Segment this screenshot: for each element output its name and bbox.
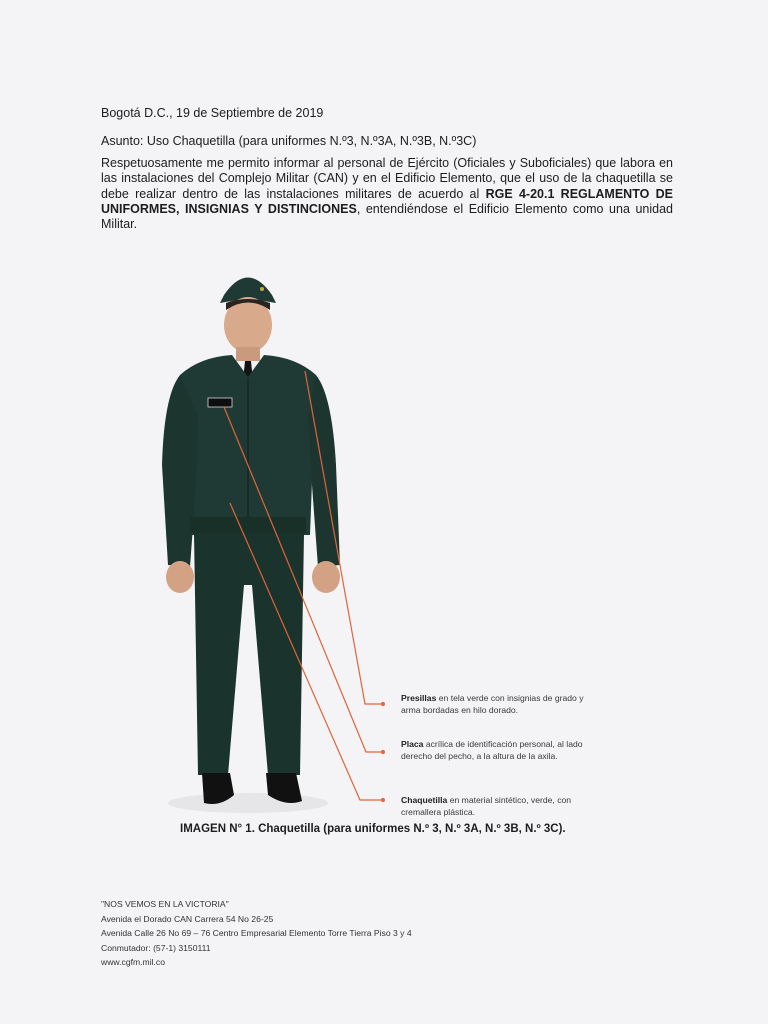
uniformed-soldier-photo: [140, 255, 400, 820]
footer: [101, 897, 412, 970]
letter-body-part1: Respetuosamente me permito informar al personal de Ejército (Oficiales y Suboficiales) que labora en las instalaciones del Complejo Militar (CAN) y en el Edificio Elemento, que el uso de la chaquetilla se debe realizar dentro de las instalaciones militares de acuerdo al: [101, 156, 673, 201]
callout-presillas-text: en tela verde con insignias de grado y arma bordadas en hilo dorado.: [401, 693, 584, 715]
letter-body-part2: , entendiéndose el Edificio Elemento como una unidad Militar.: [101, 201, 674, 232]
footer-motto: "NOS VEMOS EN LA VICTORIA": [101, 899, 229, 909]
callout-placa-text: acrílica de identificación personal, al lado derecho del pecho, a la altura de la axila.: [401, 739, 583, 761]
callout-placa: [401, 739, 591, 762]
callout-placa-term: Placa: [401, 739, 424, 749]
figure-caption: IMAGEN N° 1. Chaquetilla (para uniformes N.º 3, N.º 3A, N.º 3B, N.º 3C).: [180, 823, 566, 835]
callout-chaquetilla: [401, 795, 591, 818]
letter-date: Bogotá D.C., 19 de Septiembre de 2019: [101, 106, 324, 120]
callout-presillas-term: Presillas: [401, 693, 437, 703]
footer-phone: Conmutador: (57-1) 3150111: [101, 942, 211, 953]
letter-body: [101, 156, 673, 232]
footer-address-1: Avenida el Dorado CAN Carrera 54 No 26-25: [101, 913, 274, 924]
letter-subject: Asunto: Uso Chaquetilla (para uniformes N.º3, N.º3A, N.º3B, N.º3C): [101, 134, 477, 148]
letter-body-regulation: RGE 4-20.1 REGLAMENTO DE UNIFORMES, INSIGNIAS Y DISTINCIONES: [101, 186, 673, 216]
callout-chaquetilla-text: en material sintético, verde, con cremallera plástica.: [401, 795, 572, 817]
footer-website[interactable]: www.cgfm.mil.co: [101, 957, 165, 967]
callout-chaquetilla-term: Chaquetilla: [401, 795, 448, 805]
callout-presillas: [401, 693, 591, 716]
footer-address-2: Avenida Calle 26 No 69 – 76 Centro Empresarial Elemento Torre Tierra Piso 3 y 4: [101, 928, 412, 938]
